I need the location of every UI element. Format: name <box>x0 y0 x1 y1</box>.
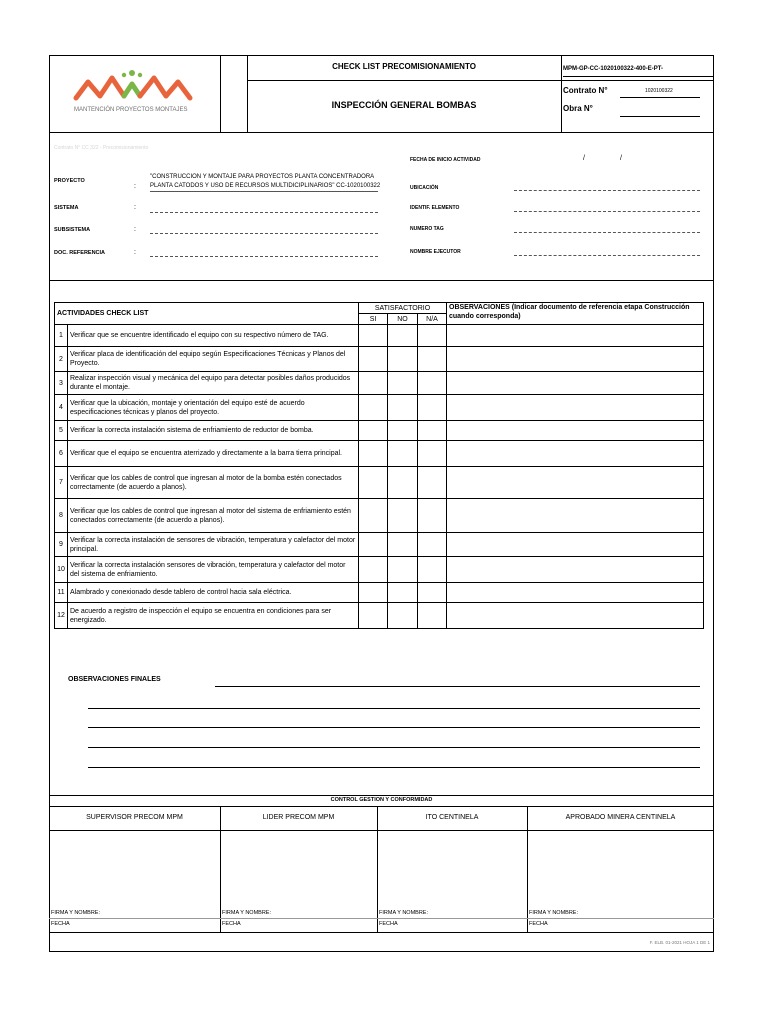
document-code-underline <box>563 76 714 77</box>
na-cell[interactable] <box>418 499 447 533</box>
header-bottom-border <box>49 132 714 133</box>
observaciones-cell[interactable] <box>447 372 704 395</box>
na-cell[interactable] <box>418 395 447 421</box>
no-cell[interactable] <box>388 347 418 372</box>
fecha-separator: / <box>620 155 622 162</box>
row-activity: Verificar la correcta instalación sensores de vibración, temperatura y calefactor del motor del sistema de enfriamiento. <box>68 557 359 583</box>
fecha-label[interactable]: FECHA <box>51 921 70 927</box>
no-cell[interactable] <box>388 533 418 557</box>
row-activity: Verificar placa de identificación del equipo según Especificaciones Técnicas y Planos del Proyecto. <box>68 347 359 372</box>
subsistema-label: SUBSISTEMA <box>54 227 91 233</box>
nombre-ejecutor-field[interactable] <box>514 255 700 256</box>
colon: : <box>134 249 136 256</box>
row-activity: Verificar que la ubicación, montaje y orientación del equipo esté de acuerdo especificaciones técnicas y planos del proyecto. <box>68 395 359 421</box>
form-title-top: CHECK LIST PRECOMISIONAMIENTO <box>332 62 476 71</box>
satisfactorio-header: SATISFACTORIO <box>359 303 447 314</box>
identif-elemento-field[interactable] <box>514 211 700 212</box>
si-header: SI <box>359 314 388 325</box>
control-divider <box>49 830 714 831</box>
checklist-row <box>55 583 704 603</box>
control-top-border <box>49 795 714 796</box>
actividades-header: ACTIVIDADES CHECK LIST <box>55 303 359 325</box>
header-divider <box>220 55 221 132</box>
signature-column-title: LIDER PRECOM MPM <box>262 814 335 821</box>
na-cell[interactable] <box>418 347 447 372</box>
si-cell[interactable] <box>359 441 388 467</box>
signature-column-title: APROBADO MINERA CENTINELA <box>565 814 676 821</box>
na-cell[interactable] <box>418 325 447 347</box>
contrato-value: 1020100322 <box>645 88 673 94</box>
document-code: MPM-GP-CC-1020100322-400-E-PT- <box>563 66 664 72</box>
doc-referencia-label: DOC. REFERENCIA <box>54 250 106 256</box>
checklist-row <box>55 347 704 372</box>
firma-nombre-label[interactable]: FIRMA Y NOMBRE: <box>529 910 579 916</box>
row-number: 1 <box>55 325 68 347</box>
subsistema-field[interactable] <box>150 233 378 234</box>
logo-text: MANTENCIÓN PROYECTOS MONTAJES <box>74 107 188 113</box>
row-activity: Verificar la correcta instalación sistema de enfriamiento de reductor de bomba. <box>68 421 359 441</box>
row-activity: Verificar que el equipo se encuentra aterrizado y directamente a la barra tierra principal. <box>68 441 359 467</box>
doc-referencia-field[interactable] <box>150 256 378 257</box>
firma-divider <box>49 918 714 919</box>
fecha-inicio-label: FECHA DE INICIO ACTIVIDAD <box>410 157 481 163</box>
nombre-ejecutor-label: NOMBRE EJECUTOR <box>410 249 461 255</box>
proyecto-line2: PLANTA CATODOS Y USO DE RECURSOS MULTIDICIPLINARIOS" CC-1020100322 <box>150 183 381 189</box>
firma-nombre-label[interactable]: FIRMA Y NOMBRE: <box>379 910 429 916</box>
row-activity: Alambrado y conexionado desde tablero de control hacia sala eléctrica. <box>68 583 359 603</box>
no-cell[interactable] <box>388 499 418 533</box>
na-cell[interactable] <box>418 467 447 499</box>
ubicacion-label: UBICACIÓN <box>410 185 439 191</box>
checklist-row <box>55 603 704 629</box>
checklist-table <box>54 302 704 629</box>
observaciones-line[interactable] <box>88 727 700 728</box>
row-activity: Verificar que se encuentre identificado el equipo con su respectivo número de TAG. <box>68 325 359 347</box>
checklist-row <box>55 499 704 533</box>
row-activity: Verificar la correcta instalación de sensores de vibración, temperatura y calefactor del motor principal. <box>68 533 359 557</box>
no-cell[interactable] <box>388 372 418 395</box>
no-cell[interactable] <box>388 325 418 347</box>
sistema-label: SISTEMA <box>54 205 79 211</box>
observaciones-cell[interactable] <box>447 533 704 557</box>
header-divider <box>247 80 714 81</box>
si-cell[interactable] <box>359 603 388 629</box>
observaciones-cell[interactable] <box>447 347 704 372</box>
proyecto-line1: "CONSTRUCCION Y MONTAJE PARA PROYECTOS PLANTA CONCENTRADORA <box>150 174 375 180</box>
proyecto-underline <box>150 191 378 192</box>
checklist-row <box>55 557 704 583</box>
row-number: 7 <box>55 467 68 499</box>
checklist-row <box>55 395 704 421</box>
na-cell[interactable] <box>418 533 447 557</box>
no-cell[interactable] <box>388 467 418 499</box>
sistema-field[interactable] <box>150 212 378 213</box>
fecha-label[interactable]: FECHA <box>222 921 241 927</box>
signature-column-title: SUPERVISOR PRECOM MPM <box>86 814 183 821</box>
checklist-row <box>55 533 704 557</box>
row-number: 12 <box>55 603 68 629</box>
control-divider <box>49 806 714 807</box>
na-cell[interactable] <box>418 372 447 395</box>
no-header: NO <box>388 314 418 325</box>
checklist-row <box>55 441 704 467</box>
observaciones-cell[interactable] <box>447 499 704 533</box>
obra-label: Obra N° <box>563 104 593 113</box>
firma-nombre-label[interactable]: FIRMA Y NOMBRE: <box>222 910 272 916</box>
header-divider <box>561 55 562 132</box>
si-cell[interactable] <box>359 533 388 557</box>
checklist-row <box>55 325 704 347</box>
observaciones-cell[interactable] <box>447 325 704 347</box>
row-number: 8 <box>55 499 68 533</box>
footer-code: F. ELB. 01-2021 HOJA 1 DE 1 <box>649 940 710 945</box>
control-column-divider <box>220 806 221 932</box>
numero-tag-label: NUMERO TAG <box>410 226 444 232</box>
si-cell[interactable] <box>359 372 388 395</box>
no-cell[interactable] <box>388 583 418 603</box>
no-cell[interactable] <box>388 603 418 629</box>
observaciones-cell[interactable] <box>447 557 704 583</box>
na-cell[interactable] <box>418 421 447 441</box>
na-cell[interactable] <box>418 441 447 467</box>
na-cell[interactable] <box>418 603 447 629</box>
observaciones-cell[interactable] <box>447 395 704 421</box>
fecha-separator: / <box>583 155 585 162</box>
row-number: 9 <box>55 533 68 557</box>
si-cell[interactable] <box>359 467 388 499</box>
na-cell[interactable] <box>418 557 447 583</box>
row-activity: Realizar inspección visual y mecánica del equipo para detectar posibles daños producidos durante el montaje. <box>68 372 359 395</box>
observaciones-cell[interactable] <box>447 441 704 467</box>
checklist-row <box>55 372 704 395</box>
observaciones-line[interactable] <box>88 708 700 709</box>
row-number: 3 <box>55 372 68 395</box>
no-cell[interactable] <box>388 557 418 583</box>
identif-elemento-label: IDENTIF. ELEMENTO <box>410 205 460 211</box>
contrato-underline <box>620 97 700 98</box>
mpm-logo-mark <box>70 66 210 106</box>
fecha-label[interactable]: FECHA <box>529 921 548 927</box>
row-number: 5 <box>55 421 68 441</box>
observaciones-cell[interactable] <box>447 603 704 629</box>
observaciones-line[interactable] <box>88 747 700 748</box>
fecha-label[interactable]: FECHA <box>379 921 398 927</box>
control-column-divider <box>377 806 378 932</box>
si-cell[interactable] <box>359 499 388 533</box>
na-cell[interactable] <box>418 583 447 603</box>
numero-tag-field[interactable] <box>514 232 700 233</box>
observaciones-cell[interactable] <box>447 583 704 603</box>
si-cell[interactable] <box>359 347 388 372</box>
control-bottom-border <box>49 932 714 933</box>
company-logo <box>70 66 210 118</box>
ubicacion-field[interactable] <box>514 190 700 191</box>
checklist-header-row <box>55 303 704 314</box>
control-title: CONTROL GESTION Y CONFORMIDAD <box>330 797 433 803</box>
row-number: 10 <box>55 557 68 583</box>
observaciones-finales-label: OBSERVACIONES FINALES <box>68 676 161 683</box>
colon: : <box>134 204 136 211</box>
row-number: 6 <box>55 441 68 467</box>
observaciones-cell[interactable] <box>447 467 704 499</box>
proyecto-label: PROYECTO <box>54 178 85 184</box>
colon: : <box>134 226 136 233</box>
si-cell[interactable] <box>359 557 388 583</box>
row-activity: Verificar que los cables de control que ingresan al motor de la bomba estén conectados correctamente (de acuerdo a planos). <box>68 467 359 499</box>
row-number: 2 <box>55 347 68 372</box>
row-number: 4 <box>55 395 68 421</box>
control-column-divider <box>527 806 528 932</box>
no-cell[interactable] <box>388 395 418 421</box>
checklist-row <box>55 467 704 499</box>
na-header: N/A <box>418 314 447 325</box>
row-number: 11 <box>55 583 68 603</box>
form-title-main: INSPECCIÓN GENERAL BOMBAS <box>331 100 477 110</box>
signature-column-title: ITO CENTINELA <box>425 814 479 821</box>
observaciones-header: OBSERVACIONES (Indicar documento de referencia etapa Construcción cuando corresponda) <box>447 303 704 325</box>
colon: : <box>134 183 136 190</box>
info-bottom-border <box>49 280 714 281</box>
checklist-row <box>55 421 704 441</box>
observaciones-cell[interactable] <box>447 421 704 441</box>
firma-nombre-label[interactable]: FIRMA Y NOMBRE: <box>51 910 101 916</box>
obra-underline <box>620 116 700 117</box>
si-cell[interactable] <box>359 583 388 603</box>
row-activity: Verificar que los cables de control que ingresan al motor del sistema de enfriamiento estén conectados correctamente (de acuerdo a planos). <box>68 499 359 533</box>
no-cell[interactable] <box>388 441 418 467</box>
faint-reference-text: Contrato N° CC 322 - Precomisionamiento <box>54 145 149 151</box>
si-cell[interactable] <box>359 325 388 347</box>
si-cell[interactable] <box>359 421 388 441</box>
observaciones-line[interactable] <box>215 686 700 687</box>
row-activity: De acuerdo a registro de inspección el equipo se encuentra en condiciones para ser energizado. <box>68 603 359 629</box>
contrato-label: Contrato N° <box>563 86 608 95</box>
observaciones-line[interactable] <box>88 767 700 768</box>
si-cell[interactable] <box>359 395 388 421</box>
no-cell[interactable] <box>388 421 418 441</box>
